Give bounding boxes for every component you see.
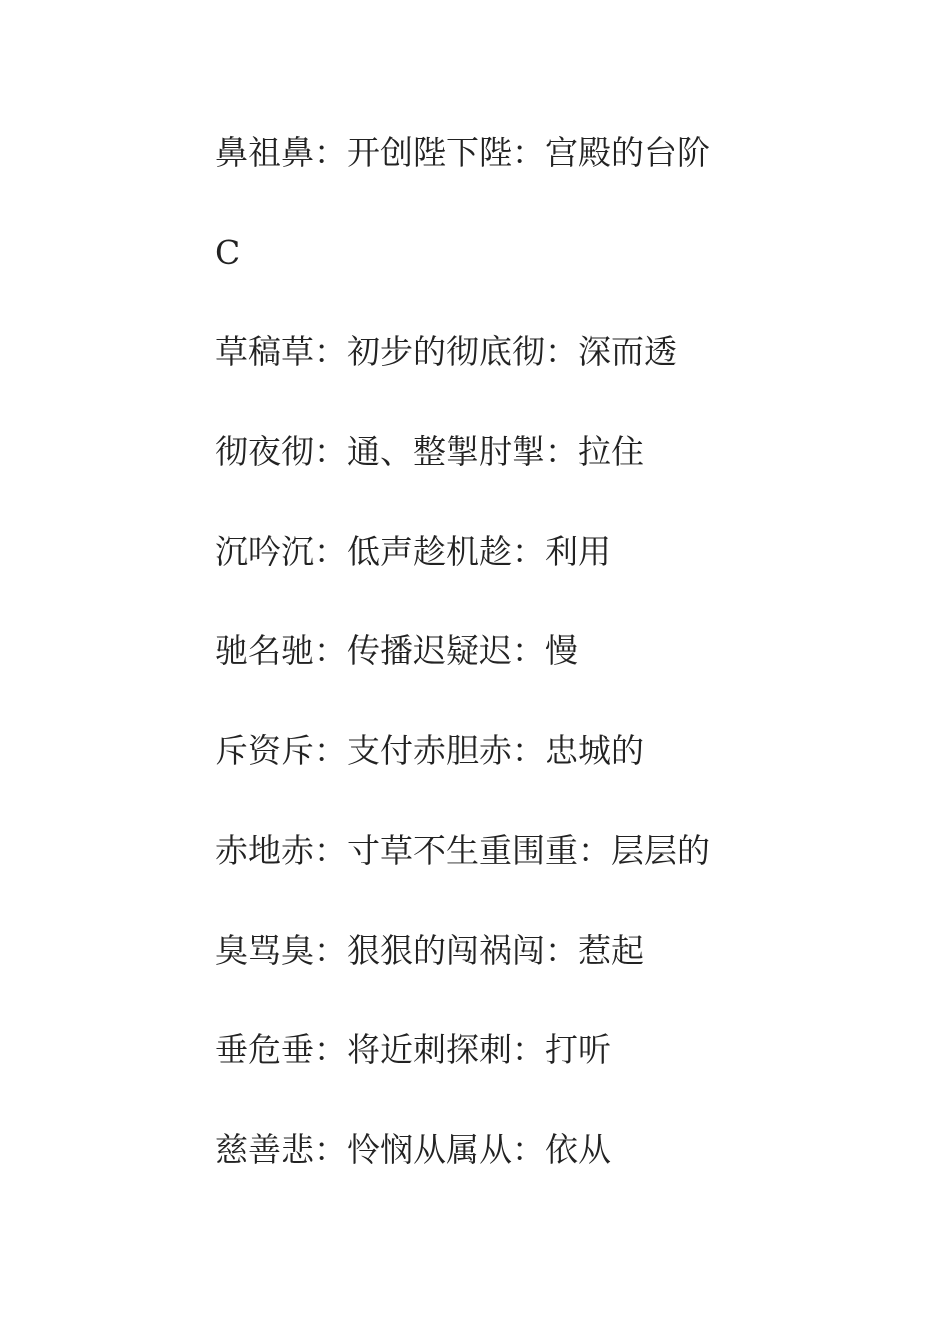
vocabulary-list [215,128,855,1225]
text-line: 草稿草：初步的彻底彻：深而透 [215,332,677,372]
text-line: 沉吟沉：低声趁机趁：利用 [215,531,611,571]
text-line: 鼻祖鼻：开创陛下陛：宫殿的台阶 [215,133,710,172]
text-line: 驰名驰：传播迟疑迟：慢 [215,631,578,671]
text-line: 慈善悲：怜悯从属从：依从 [215,1129,611,1169]
text-line: 垂危垂：将近刺探刺：打听 [215,1030,611,1070]
text-line: 赤地赤：寸草不生重围重：层层的 [215,830,710,870]
text-line: 斥资斥：支付赤胆赤：忠城的 [215,731,644,771]
section-letter: C [215,232,241,272]
text-line: 臭骂臭：狠狠的闯祸闯：惹起 [215,930,644,970]
text-line: 彻夜彻：通、整掣肘掣：拉住 [215,432,644,472]
